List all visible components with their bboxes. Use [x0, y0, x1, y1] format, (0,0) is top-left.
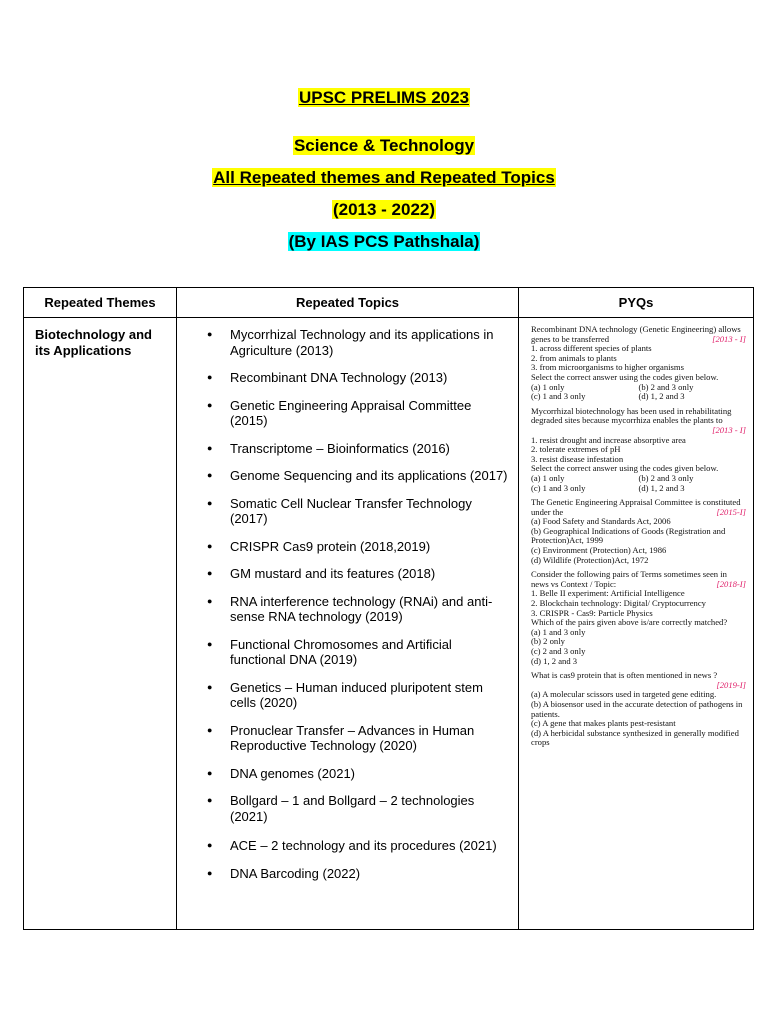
option: (d) 1, 2 and 3 [638, 482, 685, 493]
list-item: ● DNA Barcoding (2022) [178, 866, 517, 882]
option: (a) A molecular scissors used in targeted gene editing. [531, 689, 717, 700]
list-item: ● RNA interference technology (RNAi) and anti- sense RNA technology (2019) [178, 594, 517, 625]
theme-label: Biotechnology and its Applications [35, 327, 152, 358]
question-item: 3. resist disease infestation [531, 453, 624, 464]
option: (d) 1, 2 and 3 [638, 391, 685, 402]
question-text: Mycorrhizal biotechnology has been used in rehabilitating degraded sites because mycorrhiza enables the plants to [531, 405, 732, 426]
question-item: 1. Belle II experiment: Artificial Intelligence [531, 588, 685, 599]
option: (d) 1, 2 and 3 [531, 655, 578, 666]
question-text: Recombinant DNA technology (Genetic Engineering) allows genes to be transferred [531, 324, 741, 344]
question-item: 2. from animals to plants [531, 352, 617, 363]
question-text: Consider the following pairs of Terms sometimes seen in news vs Context / Topic: [531, 569, 727, 589]
pyq-question-5 [531, 671, 746, 748]
list-item: ● ACE – 2 technology and its procedures (2021) [178, 838, 517, 854]
subject-title: Science & Technology [293, 136, 475, 155]
theme-cell [24, 318, 177, 930]
question-item: 3. CRISPR - Cas9: Particle Physics [531, 607, 653, 618]
table-row [24, 318, 754, 930]
option: (c) 1 and 3 only [531, 482, 586, 493]
option: (c) A gene that makes plants pest-resistant [531, 718, 676, 729]
topics-table [23, 287, 754, 930]
option: (a) 1 only [531, 472, 565, 483]
list-item: ● Functional Chromosomes and Artificial functional DNA (2019) [178, 637, 517, 668]
subtitle: All Repeated themes and Repeated Topics [213, 168, 555, 187]
list-item: ● Bollgard – 1 and Bollgard – 2 technologies (2021) [178, 793, 517, 824]
options-row [531, 392, 746, 402]
list-item: ● Transcriptome – Bioinformatics (2016) [178, 441, 517, 457]
pyq-question-3 [531, 498, 746, 565]
pyq-question-4 [531, 570, 746, 666]
question-ref: [2013 - I] [712, 424, 746, 435]
option: (d) Wildlife (Protection)Act, 1972 [531, 554, 649, 565]
list-item: ● GM mustard and its features (2018) [178, 566, 517, 582]
pyq-question-2 [531, 407, 746, 493]
topics-cell [177, 318, 519, 930]
question-ref: [2019-I] [716, 679, 746, 690]
option: (b) A biosensor used in the accurate detection of pathogens in patients. [531, 698, 743, 719]
option: (b) 2 and 3 only [638, 472, 694, 483]
question-item: 2. tolerate extremes of pH [531, 444, 621, 455]
list-item: ● DNA genomes (2021) [178, 766, 517, 782]
list-item: ● Mycorrhizal Technology and its applications in Agriculture (2013) [178, 327, 517, 358]
option: (a) 1 and 3 only [531, 626, 586, 637]
option: (a) 1 only [531, 381, 565, 392]
options-row [531, 484, 746, 494]
option: (c) Environment (Protection) Act, 1986 [531, 545, 667, 556]
list-item: ● Pronuclear Transfer – Advances in Human Reproductive Technology (2020) [178, 723, 517, 754]
header-themes: Repeated Themes [24, 288, 177, 318]
list-item: ● Genetic Engineering Appraisal Committee (2015) [178, 398, 517, 429]
option: (c) 2 and 3 only [531, 646, 586, 656]
pyqs-cell [519, 318, 754, 930]
question-item: 3. from microorganisms to higher organisms [531, 362, 684, 373]
topics-list [178, 319, 517, 881]
option: (b) Geographical Indications of Goods (Registration and Protection)Act, 1999 [531, 525, 726, 546]
option: (b) 2 and 3 only [638, 381, 694, 392]
list-item: ● Recombinant DNA Technology (2013) [178, 370, 517, 386]
list-item: ● CRISPR Cas9 protein (2018,2019) [178, 539, 517, 555]
list-item: ● Somatic Cell Nuclear Transfer Technology (2017) [178, 496, 517, 527]
question-ref: [2015-I] [716, 506, 746, 517]
main-title: UPSC PRELIMS 2023 [298, 88, 470, 107]
question-instruction: Select the correct answer using the codes given below. [531, 463, 719, 474]
table-header-row [24, 288, 754, 318]
header-pyqs: PYQs [519, 288, 754, 318]
list-item: ● Genome Sequencing and its applications (2017) [178, 468, 517, 484]
option: (a) Food Safety and Standards Act, 2006 [531, 516, 671, 527]
question-item: 2. Blockchain technology: Digital/ Cryptocurrency [531, 598, 706, 609]
author-line: (By IAS PCS Pathshala) [288, 232, 480, 251]
option: (c) 1 and 3 only [531, 391, 586, 402]
pyq-question-1 [531, 325, 746, 402]
year-range: (2013 - 2022) [332, 200, 436, 219]
question-text: What is cas9 protein that is often mentioned in news ? [531, 670, 718, 681]
question-item: 1. across different species of plants [531, 343, 652, 354]
header-topics: Repeated Topics [177, 288, 519, 318]
question-item: 1. resist drought and increase absorptive area [531, 434, 686, 445]
pyq-content [520, 319, 752, 748]
question-text: The Genetic Engineering Appraisal Committee is constituted under the [531, 497, 741, 517]
option: (b) 2 only [531, 636, 565, 647]
question-instruction: Which of the pairs given above is/are correctly matched? [531, 617, 728, 628]
option: (d) A herbicidal substance synthesized in generally modified crops [531, 727, 739, 748]
question-ref: [2013 - I] [712, 333, 746, 344]
list-item: ● Genetics – Human induced pluripotent stem cells (2020) [178, 680, 517, 711]
question-instruction: Select the correct answer using the codes given below. [531, 371, 719, 382]
question-ref: [2018-I] [716, 578, 746, 589]
